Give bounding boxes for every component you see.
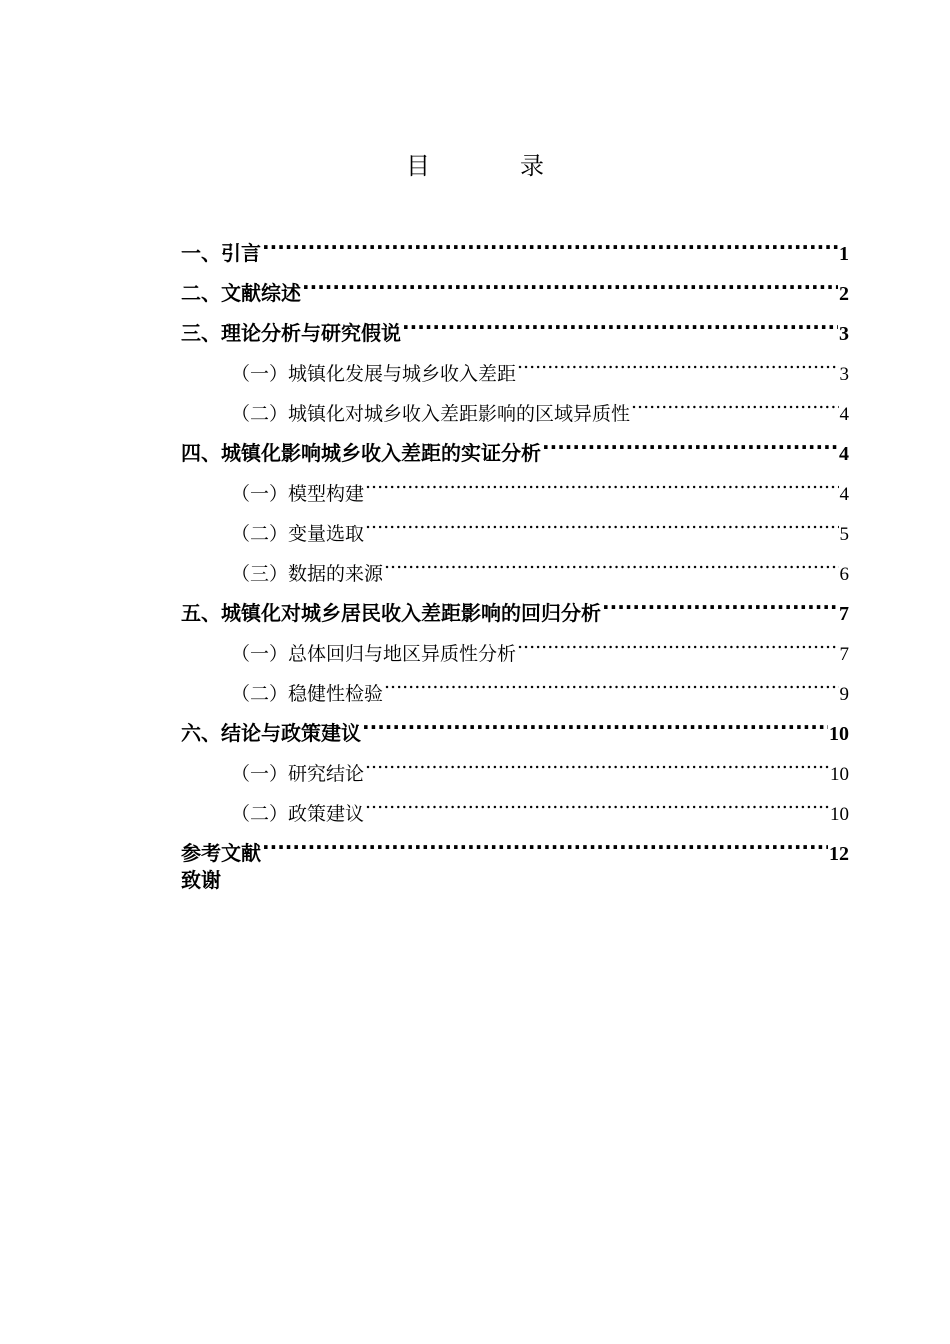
toc-dot-leader [365,500,838,540]
toc-entry-page: 12 [829,843,849,865]
toc-entry-label: 三、理论分析与研究假说 [181,321,401,345]
toc-entry-label: （一）总体回归与地区异质性分析 [231,643,517,665]
toc-entry-label: 二、文献综述 [181,281,301,305]
toc-entry-page: 1 [839,243,849,265]
toc-entry-label: （二）稳健性检验 [231,683,384,705]
toc-list [181,220,849,900]
toc-entry-label: （二）变量选取 [231,523,365,545]
toc-dot-leader [302,260,838,300]
toc-title-char-2: 录 [520,152,544,180]
toc-entry[interactable] [181,820,849,865]
toc-entry-label: （一）研究结论 [231,763,365,785]
toc-dot-leader [602,580,838,620]
toc-entry-label: （三）数据的来源 [231,563,384,585]
toc-entry-page: 3 [839,364,849,385]
toc-entry-page: 9 [839,684,849,705]
toc-entry[interactable] [181,220,849,265]
toc-dot-leader [517,620,838,660]
toc-entry-label: 六、结论与政策建议 [181,721,361,745]
toc-entry-page: 7 [839,603,849,625]
toc-entry-page: 10 [830,804,849,825]
toc-entry-page: 10 [829,723,849,745]
toc-entry-label: （二）政策建议 [231,803,365,825]
toc-entry-label: （二）城镇化对城乡收入差距影响的区域异质性 [231,403,631,425]
toc-dot-leader [262,220,838,260]
toc-entry-label: （一）城镇化发展与城乡收入差距 [231,363,517,385]
toc-dot-leader [384,660,838,700]
toc-entry-page: 4 [839,484,849,505]
toc-title-char-1: 目 [406,152,430,180]
toc-dot-leader [365,460,838,500]
toc-entry-label: 一、引言 [181,241,261,265]
toc-dot-leader [365,740,829,780]
toc-entry-label: 四、城镇化影响城乡收入差距的实证分析 [181,441,541,465]
toc-entry-label: （一）模型构建 [231,483,365,505]
toc-entry-page: 4 [839,404,849,425]
toc-entry-page: 7 [839,644,849,665]
toc-dot-leader [365,780,829,820]
toc-title [0,146,950,181]
toc-entry-page: 2 [839,283,849,305]
toc-entry-page: 3 [839,323,849,345]
toc-dot-leader [402,300,838,340]
toc-entry-label: 致谢 [181,868,221,892]
toc-entry-page: 6 [839,564,849,585]
toc-dot-leader [631,380,838,420]
toc-entry-label: 参考文献 [181,841,261,865]
toc-entry-page: 5 [839,524,849,545]
toc-dot-leader [362,700,828,740]
toc-entry[interactable] [181,260,849,305]
toc-dot-leader [517,340,838,380]
toc-entry-page: 4 [839,443,849,465]
toc-entry[interactable] [181,860,849,900]
toc-dot-leader [262,820,828,860]
toc-dot-leader [542,420,838,460]
toc-entry-page: 10 [830,764,849,785]
toc-dot-leader [384,540,838,580]
toc-entry-label: 五、城镇化对城乡居民收入差距影响的回归分析 [181,601,601,625]
